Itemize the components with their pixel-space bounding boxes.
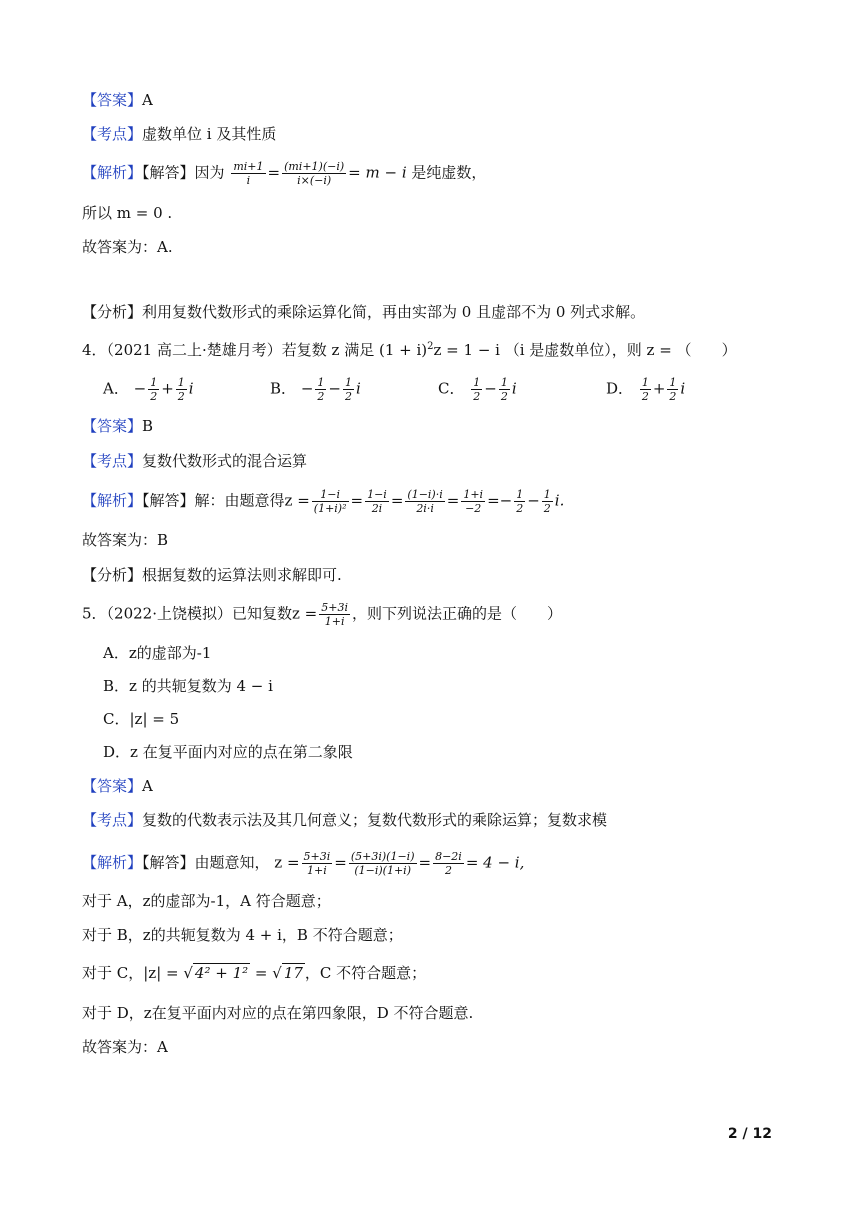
numerator: (mi+1)(−i)	[284, 160, 345, 173]
question-stem: ，则下列说法正确的是（ ）	[351, 604, 562, 623]
analysis-line: 【解析】【解答】解：由题意得z = $\frac{1-i}{\text{(1+i)²}}$ = $\frac{1-i}{2i}$ = $\frac{(1-i)\cdot i}{2i\cdot i}$ = $\frac{1+i}{-2}$ =− $\frac{1}{2}$ − $\frac{1}{2}$ i.	[82, 488, 565, 515]
option-c	[103, 709, 179, 729]
imag-unit: i.	[554, 491, 565, 510]
solve-text: 因为	[194, 163, 225, 182]
numerator: 1	[317, 376, 325, 389]
option-label: D．	[606, 379, 634, 398]
solve-text: 解：由题意得z =	[194, 491, 310, 510]
numerator: 1+i	[463, 488, 484, 501]
analysis-line: 【解析】【解答】因为 $\frac{mi+1}{i}$ = $\frac{(mi+1)(-i)}{i\times(-i)}$ = m − i 是纯虚数，	[82, 160, 487, 187]
option-d	[606, 376, 685, 403]
superscript: 2	[427, 341, 434, 352]
point-text: 复数代数形式的混合运算	[142, 452, 308, 470]
numerator: 1	[516, 488, 524, 501]
denominator: 2	[669, 390, 677, 403]
denominator: 2	[543, 502, 551, 515]
question-number: 5．	[82, 604, 107, 623]
page-number: 2 / 12	[727, 1126, 772, 1142]
fraction	[471, 376, 482, 403]
denominator: 2	[317, 390, 325, 403]
option-b	[270, 376, 361, 403]
fraction	[667, 376, 678, 403]
option-a	[103, 376, 194, 403]
option-label: D．	[103, 743, 131, 761]
numerator: mi+1	[233, 160, 264, 173]
case-d-line: 对于 D，z在复平面内对应的点在第四象限，D 不符合题意.	[82, 1004, 474, 1022]
fraction	[640, 376, 651, 403]
option-label: B．	[270, 379, 297, 398]
fraction	[231, 160, 265, 187]
denominator: 2i·i	[416, 502, 434, 515]
answer-line	[82, 416, 153, 436]
operator: −	[484, 379, 497, 398]
analysis-tag: 【解析】	[82, 491, 143, 510]
denominator: 2	[641, 390, 649, 403]
option-label: A．	[103, 379, 129, 398]
denominator: i	[246, 174, 251, 187]
solve-tag: 【解答】	[142, 163, 195, 182]
fenxi-tag: 【分析】	[82, 566, 143, 584]
fraction	[148, 376, 159, 403]
denominator: 2	[177, 390, 185, 403]
case-c-text: 对于 C，|z| =	[82, 964, 179, 982]
imag-unit: i	[680, 379, 686, 398]
numerator: 1	[177, 376, 185, 389]
point-line	[82, 810, 607, 830]
fraction	[319, 601, 350, 628]
numerator: 1	[344, 376, 352, 389]
point-text: 虚数单位 i 及其性质	[142, 125, 277, 143]
denominator: 2i	[371, 502, 383, 515]
case-c-line: 对于 C，|z| = √ 4² + 1² = √ 17 ，C 不符合题意；	[82, 964, 427, 982]
answer-tag: 【答案】	[82, 777, 143, 795]
analysis-tag: 【解析】	[82, 163, 143, 182]
fraction	[433, 850, 464, 877]
operator: =−	[487, 491, 513, 510]
numerator: 1	[641, 376, 649, 389]
answer-value: A	[142, 91, 153, 109]
conclusion-line: 故答案为：B	[82, 531, 169, 549]
numerator: 1	[669, 376, 677, 389]
question-source: （2022·上饶模拟）	[106, 604, 232, 623]
fraction	[302, 850, 333, 877]
answer-tag: 【答案】	[82, 91, 143, 109]
option-label: C．	[438, 379, 465, 398]
fraction	[405, 488, 444, 515]
numerator: 5+3i	[321, 601, 348, 614]
sqrt-radicand: 17	[283, 964, 303, 982]
denominator: 2	[444, 864, 452, 877]
option-text: |z| = 5	[129, 710, 180, 728]
numerator: 1	[150, 376, 158, 389]
question-number: 4．	[82, 341, 107, 359]
denominator: i×(−i)	[297, 174, 332, 187]
numerator: 1−i	[312, 488, 349, 502]
question-stem: z = 1 − i （i 是虚数单位），则 z = （ ）	[433, 341, 737, 359]
numerator: 1	[543, 488, 551, 501]
point-tag: 【考点】	[82, 452, 143, 470]
analysis-line: 【解析】【解答】由题意知， z = $\frac{5+3i}{1+i}$ = $\frac{(5+3i)(1-i)}{(1-i)(1+i)}$ = $\frac{8-2i}{2}$ = 4 − i,	[82, 850, 525, 877]
fraction	[542, 488, 553, 515]
option-a	[103, 643, 211, 663]
case-c-text: ，C 不符合题意；	[304, 964, 427, 982]
operator: =	[254, 964, 268, 982]
question-stem: 若复数 z 满足 (1 + i)	[281, 341, 428, 359]
denominator: 2	[500, 390, 508, 403]
fraction	[282, 160, 346, 187]
question-5	[82, 601, 562, 628]
answer-line	[82, 90, 153, 110]
solve-tag: 【解答】	[142, 491, 195, 510]
denominator: 2	[516, 502, 524, 515]
fenxi-text: 利用复数代数形式的乘除运算化简，再由实部为 0 且虚部不为 0 列式求解。	[142, 303, 646, 321]
so-line: 所以 m = 0 .	[82, 204, 173, 222]
operator: +	[652, 379, 666, 398]
solve-text: 由题意知， z =	[194, 853, 300, 872]
point-line	[82, 451, 307, 471]
imag-unit: i	[355, 379, 361, 398]
sign: −	[300, 379, 314, 398]
imag-unit: i	[188, 379, 194, 398]
sqrt-radicand: 4² + 1²	[194, 964, 249, 982]
equation: = 4 − i,	[465, 853, 525, 872]
conclusion-line: 故答案为：A	[82, 1038, 168, 1056]
case-a-line: 对于 A，z的虚部为-1，A 符合题意；	[82, 892, 331, 910]
option-label: C．	[103, 710, 130, 728]
equation: = m − i	[348, 163, 407, 182]
option-text: z 的共轭复数为 4 − i	[129, 677, 273, 695]
numerator: 1	[500, 376, 508, 389]
imag-unit: i	[511, 379, 517, 398]
answer-tag: 【答案】	[82, 417, 143, 435]
point-text: 复数的代数表示法及其几何意义；复数代数形式的乘除运算；复数求模	[142, 811, 608, 829]
fenxi-line	[82, 565, 342, 585]
numerator: (5+3i)(1−i)	[350, 850, 415, 863]
analysis-tag: 【解析】	[82, 853, 143, 872]
fraction	[365, 488, 389, 515]
fraction	[514, 488, 525, 515]
operator: +	[161, 379, 174, 398]
point-tag: 【考点】	[82, 811, 143, 829]
operator: −	[328, 379, 341, 398]
answer-line	[82, 776, 153, 796]
numerator: 1	[473, 376, 481, 389]
question-stem: 已知复数z =	[232, 604, 318, 623]
denominator: 2	[344, 390, 352, 403]
question-source: （2021 高二上·楚雄月考）	[106, 341, 282, 359]
denominator: 1+i	[324, 615, 345, 628]
numerator: 5+3i	[303, 850, 331, 863]
denominator: 2	[150, 390, 158, 403]
option-label: A．	[103, 644, 129, 662]
denominator: 2	[473, 390, 481, 403]
numerator: 8−2i	[435, 850, 462, 863]
solve-text: 是纯虚数，	[411, 163, 487, 182]
fraction	[349, 850, 417, 877]
option-b	[103, 676, 273, 696]
point-tag: 【考点】	[82, 125, 143, 143]
option-d	[103, 742, 353, 762]
option-text: z 在复平面内对应的点在第二象限	[130, 743, 353, 761]
fraction	[312, 488, 349, 515]
numerator: 1−i	[367, 488, 387, 501]
sign: −	[133, 379, 147, 398]
point-line	[82, 124, 276, 144]
answer-value: B	[142, 417, 154, 435]
solve-tag: 【解答】	[142, 853, 195, 872]
denominator: 1+i	[307, 864, 327, 877]
option-text: z的虚部为-1	[128, 644, 212, 662]
case-b-line: 对于 B，z的共轭复数为 4 + i，B 不符合题意；	[82, 926, 403, 944]
fenxi-text: 根据复数的运算法则求解即可.	[142, 566, 342, 584]
fraction	[461, 488, 485, 515]
answer-value: A	[142, 777, 153, 795]
conclusion-line: 故答案为：A.	[82, 238, 173, 256]
denominator: −2	[465, 502, 482, 515]
fraction	[315, 376, 326, 403]
option-label: B．	[103, 677, 130, 695]
question-4	[82, 337, 737, 360]
fraction	[499, 376, 510, 403]
numerator: (1−i)·i	[407, 488, 443, 501]
operator: −	[527, 491, 540, 510]
option-c	[438, 376, 517, 403]
fraction	[176, 376, 187, 403]
denominator: (1−i)(1+i)	[354, 864, 411, 877]
fraction	[343, 376, 354, 403]
fenxi-line	[82, 302, 645, 322]
denominator: (1+i)²	[313, 502, 347, 515]
fenxi-tag: 【分析】	[82, 303, 143, 321]
